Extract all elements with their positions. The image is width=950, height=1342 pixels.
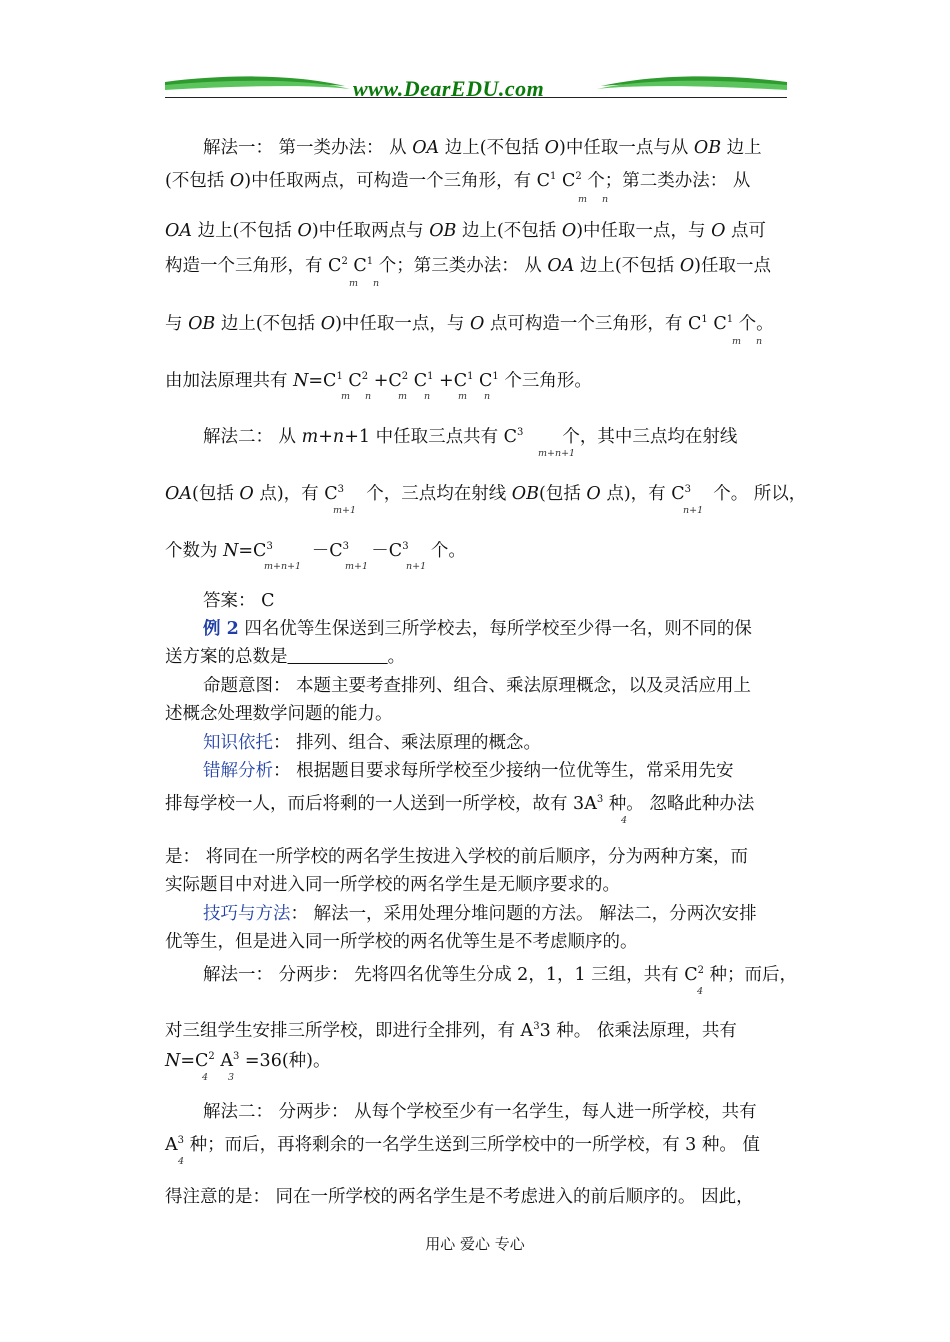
line-8: OA(包括 O 点)，有 $C^3$ 个，三点均在射线 OB(包括 O 点)，有 $C^3$ 个。 所以， bbox=[165, 483, 807, 504]
example-2-line-1: 例 2 四名优等生保送到三所学校去，每所学校至少得一名，则不同的保 bbox=[203, 619, 752, 639]
solution-2-line-2: $A^3$ 种；而后，再将剩余的一名学生送到三所学校中的一所学校，有 3 种。 值 bbox=[165, 1134, 760, 1155]
sub: m+1 bbox=[345, 561, 369, 572]
sub: n+1 bbox=[406, 561, 427, 572]
site-name[interactable]: www.DearEDU.com bbox=[353, 76, 545, 101]
intent-line-1: 命题意图： 本题主要考查排列、组合、乘法原理概念，以及灵活应用上 bbox=[203, 676, 752, 696]
line-6: 由加法原理共有 $N=C^1$ $C^2 +C^2$ $C^1 +C^1$ $C^1$ 个三角形。 bbox=[165, 370, 592, 391]
error-line-4: 实际题目中对进入同一所学校的两名学生是无顺序要求的。 bbox=[165, 875, 620, 895]
sub: n bbox=[424, 391, 431, 402]
page-footer: 用心 爱心 专心 bbox=[425, 1235, 525, 1253]
answer: 答案： C bbox=[203, 591, 275, 611]
sub: n bbox=[365, 391, 372, 402]
sub: 4 bbox=[697, 986, 704, 997]
sub: 4 bbox=[178, 1156, 185, 1167]
skill-line-1: 技巧与方法： 解法一，采用处理分堆问题的方法。 解法二，分两次安排 bbox=[203, 904, 757, 924]
sub: m bbox=[341, 391, 351, 402]
header-rule bbox=[165, 97, 787, 98]
line-4: 构造一个三角形，有 $C^2$ $C^1$ 个；第三类办法： 从 OA 边上(不包括 O)任取一点 bbox=[165, 255, 771, 276]
line-2: (不包括 O)中任取两点，可构造一个三角形，有 $C^1$ $C^2$ 个；第二类办法： 从 bbox=[165, 170, 751, 191]
line-1: 解法一： 第一类办法： 从 OA 边上(不包括 O)中任取一点与从 OB 边上 bbox=[203, 138, 762, 158]
line-7: 解法二： 从 m+n+1 中任取三点共有 $C^3$ 个，其中三点均在射线 bbox=[203, 426, 738, 447]
error-line-1: 错解分析： 根据题目要求每所学校至少接纳一位优等生，常采用先安 bbox=[203, 761, 734, 781]
example-2-line-2: 送方案的总数是 。 bbox=[165, 647, 406, 667]
solution-1-line-2: 对三组学生安排三所学校，即进行全排列，有 $A^33$ 种。 依乘法原理，共有 bbox=[165, 1020, 737, 1041]
sub: m bbox=[398, 391, 408, 402]
sub: m+n+1 bbox=[538, 448, 576, 459]
sub: n bbox=[756, 336, 763, 347]
skill-line-2: 优等生，但是进入同一所学校的两名优等生是不考虑顺序的。 bbox=[165, 932, 638, 952]
intent-line-2: 述概念处理数学问题的能力。 bbox=[165, 704, 393, 724]
sub: m+1 bbox=[333, 505, 357, 516]
sub: 3 bbox=[228, 1072, 235, 1083]
solution-2-line-3: 得注意的是： 同在一所学校的两名学生是不考虑进入的前后顺序的。 因此， bbox=[165, 1187, 754, 1207]
sub: n bbox=[602, 194, 609, 205]
error-line-3: 是： 将同在一所学校的两名学生按进入学校的前后顺序，分为两种方案，而 bbox=[165, 847, 749, 867]
sub: n bbox=[484, 391, 491, 402]
line-5: 与 OB 边上(不包括 O)中任取一点，与 O 点可构造一个三角形，有 $C^1$ $C^1$ 个。 bbox=[165, 313, 774, 334]
sub: m+n+1 bbox=[264, 561, 302, 572]
sub: 4 bbox=[621, 815, 628, 826]
sub: m bbox=[732, 336, 742, 347]
page-header bbox=[165, 72, 787, 104]
sub: m bbox=[578, 194, 588, 205]
sub: m bbox=[458, 391, 468, 402]
line-3: OA 边上(不包括 O)中任取两点与 OB 边上(不包括 O)中任取一点，与 O 点可 bbox=[165, 221, 767, 241]
solution-1-line-3: $N=C^2$ $A^3 =36$(种)。 bbox=[165, 1050, 331, 1071]
knowledge: 知识依托： 排列、组合、乘法原理的概念。 bbox=[203, 733, 542, 753]
line-9: 个数为 $N=C^3$ $-C^3$ $-C^3$ 个。 bbox=[165, 540, 466, 561]
solution-2-line-1: 解法二： 分两步： 从每个学校至少有一名学生，每人进一所学校，共有 bbox=[203, 1102, 757, 1122]
sub: n+1 bbox=[683, 505, 704, 516]
sub: 4 bbox=[202, 1072, 209, 1083]
solution-1-line-1: 解法一： 分两步： 先将四名优等生分成 2，1，1 三组，共有 $C^2$ 种；而后， bbox=[203, 964, 798, 985]
sub: m bbox=[349, 278, 359, 289]
sub: n bbox=[373, 278, 380, 289]
error-line-2: 排每学校一人，而后将剩的一人送到一所学校，故有 $3A^3$ 种。 忽略此种办法 bbox=[165, 793, 755, 814]
